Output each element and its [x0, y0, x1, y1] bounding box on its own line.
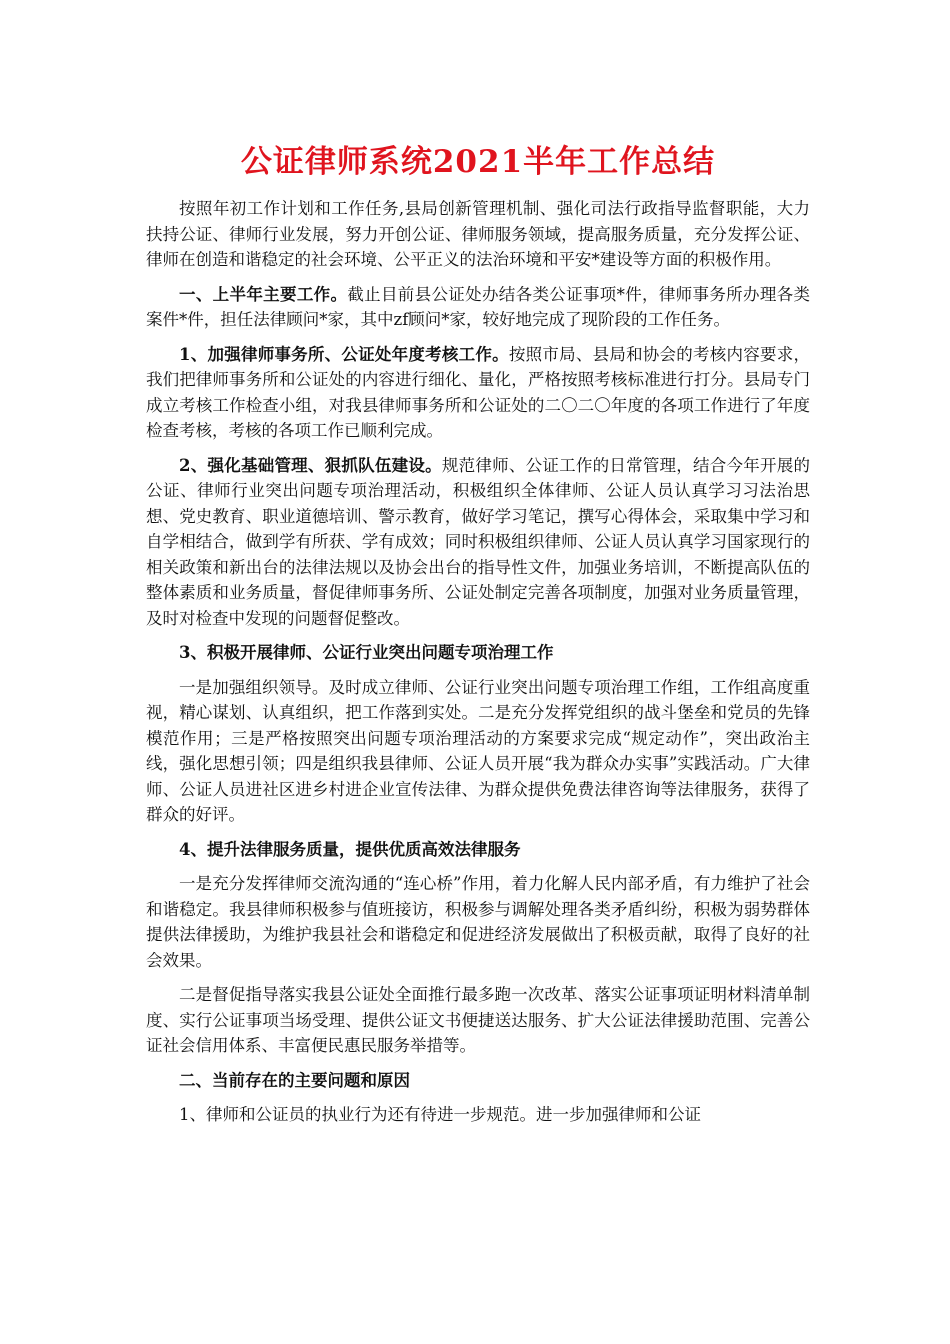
- section-heading: 二、当前存在的主要问题和原因: [179, 1070, 410, 1090]
- paragraph-item-4-body-1: [146, 871, 810, 973]
- paragraph-text: 1、律师和公证员的执业行为还有待进一步规范。进一步加强律师和公证: [179, 1105, 701, 1124]
- section-heading: 一、上半年主要工作。: [179, 284, 348, 304]
- paragraph-item-4-body-2: [146, 982, 810, 1059]
- paragraph-section-1: [146, 282, 810, 333]
- item-heading: 4、提升法律服务质量，提供优质高效法律服务: [179, 839, 521, 859]
- paragraph-section-2-heading: [146, 1068, 810, 1094]
- paragraph-item-2: [146, 453, 810, 632]
- paragraph-text: 一是充分发挥律师交流沟通的“连心桥”作用，着力化解人民内部矛盾，有力维护了社会和谐稳定。我县律师积极参与值班接访，积极参与调解处理各类矛盾纠纷，积极为弱势群体提供法律援助，为维护我县社会和谐稳定和促进经济发展做出了积极贡献，取得了良好的社会效果。: [146, 874, 810, 970]
- paragraph-intro: [146, 196, 810, 273]
- paragraph-section-2-body: [146, 1102, 810, 1128]
- paragraph-text: 二是督促指导落实我县公证处全面推行最多跑一次改革、落实公证事项证明材料清单制度、实行公证事项当场受理、提供公证文书便捷送达服务、扩大公证法律援助范围、完善公证社会信用体系、丰富便民惠民服务举措等。: [146, 985, 810, 1055]
- paragraph-text: 按照市局、县局和协会的考核内容要求，我们把律师事务所和公证处的内容进行细化、量化，严格按照考核标准进行打分。县局专门成立考核工作检查小组，对我县律师事务所和公证处的二〇二〇年度的各项工作进行了年度检查考核，考核的各项工作已顺利完成。: [146, 344, 811, 440]
- paragraph-item-3-heading: [146, 640, 810, 666]
- item-heading: 3、积极开展律师、公证行业突出问题专项治理工作: [179, 643, 554, 662]
- paragraph-item-1: [146, 342, 810, 444]
- paragraph-item-3-body: [146, 675, 810, 828]
- paragraph-item-4-heading: [146, 837, 810, 863]
- paragraph-text: 按照年初工作计划和工作任务,县局创新管理机制、强化司法行政指导监督职能，大力扶持公证、律师行业发展，努力开创公证、律师服务领域，提高服务质量，充分发挥公证、律师在创造和谐稳定的社会环境、公平正义的法治环境和平安*建设等方面的积极作用。: [146, 199, 810, 269]
- item-heading: 2、强化基础管理、狠抓队伍建设。: [179, 455, 442, 475]
- item-heading: 1、加强律师事务所、公证处年度考核工作。: [179, 344, 509, 364]
- paragraph-text: 一是加强组织领导。及时成立律师、公证行业突出问题专项治理工作组，工作组高度重视，精心谋划、认真组织，把工作落到实处。二是充分发挥党组织的战斗堡垒和党员的先锋模范作用；三是严格按照突出问题专项治理活动的方案要求完成“规定动作”，突出政治主线，强化思想引领；四是组织我县律师、公证人员开展“我为群众办实事”实践活动。广大律师、公证人员进社区进乡村进企业宣传法律、为群众提供免费法律咨询等法律服务，获得了群众的好评。: [146, 677, 810, 824]
- paragraph-text: 截止目前县公证处办结各类公证事项*件，律师事务所办理各类案件*件，担任法律顾问*家，其中zf顾问*家，较好地完成了现阶段的工作任务。: [146, 284, 811, 329]
- document-body: [146, 196, 810, 1137]
- paragraph-text: 规范律师、公证工作的日常管理，结合今年开展的公证、律师行业突出问题专项治理活动，积极组织全体律师、公证人员认真学习习法治思想、党史教育、职业道德培训、警示教育，做好学习笔记，撰写心得体会，采取集中学习和自学相结合，做到学有所获、学有成效；同时积极组织律师、公证人员认真学习国家现行的相关政策和新出台的法律法规以及协会出台的指导性文件，加强业务培训，不断提高队伍的整体素质和业务质量，督促律师事务所、公证处制定完善各项制度，加强对业务质量管理，及时对检查中发现的问题督促整改。: [146, 455, 811, 628]
- document-title: 公证律师系统2021半年工作总结: [240, 144, 716, 180]
